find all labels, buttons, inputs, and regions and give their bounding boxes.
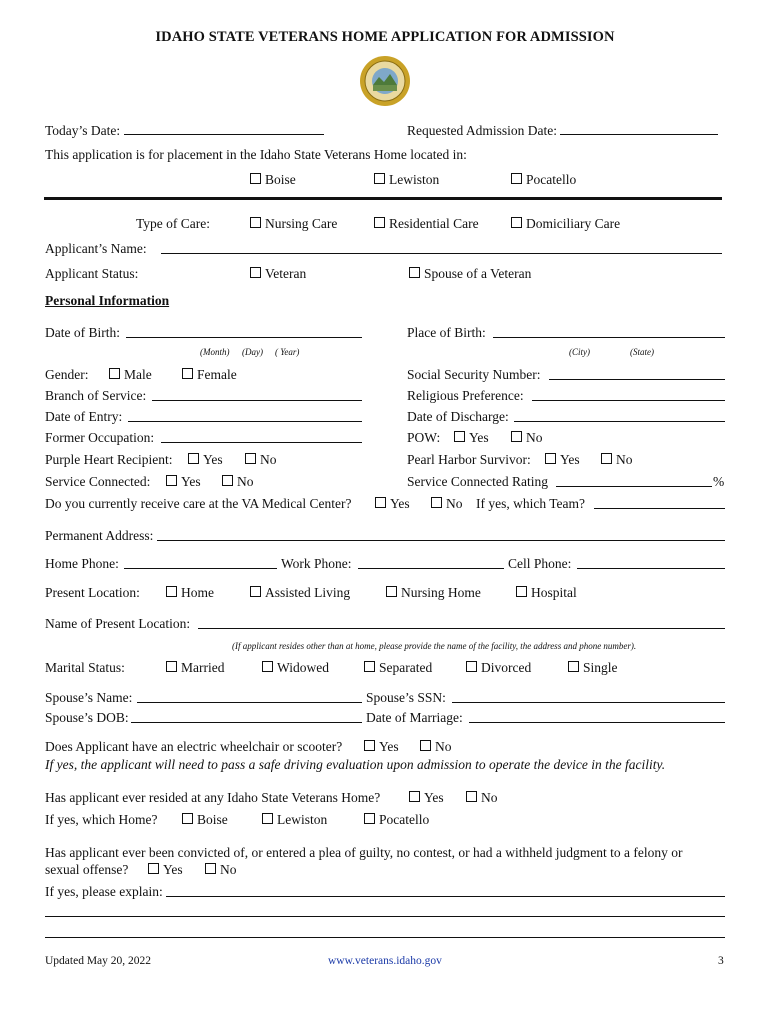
marital-divorced-checkbox[interactable] [466, 660, 531, 676]
pob-label: Place of Birth: [407, 325, 486, 340]
checkbox-icon [511, 431, 522, 442]
marital-married-checkbox[interactable] [166, 660, 224, 676]
checkbox-icon [166, 661, 177, 672]
service-connected-no-checkbox[interactable] [222, 474, 254, 490]
marital-label: Marital Status: [45, 660, 125, 675]
explain-label: If yes, please explain: [45, 884, 163, 899]
todays-date-label: Today’s Date: [45, 123, 121, 138]
resided-no-checkbox[interactable] [466, 790, 498, 806]
wheelchair-yes-label: Yes [379, 739, 399, 754]
location-lewiston-label: Lewiston [389, 172, 440, 187]
marital-separated-label: Separated [379, 660, 433, 675]
hint-year: ( Year) [275, 347, 300, 357]
wheelchair-yes-checkbox[interactable] [364, 739, 399, 755]
purple-heart-no-checkbox[interactable] [245, 452, 277, 468]
location-boise-label: Boise [265, 172, 296, 187]
checkbox-icon [601, 453, 612, 464]
location-pocatello-label: Pocatello [526, 172, 577, 187]
marriage-date-field[interactable] [469, 709, 725, 723]
occupation-label: Former Occupation: [45, 430, 155, 445]
service-connected-no-label: No [237, 474, 254, 489]
home-boise-label: Boise [197, 812, 228, 827]
spouse-ssn-field[interactable] [452, 689, 725, 703]
entry-field[interactable] [128, 408, 362, 422]
status-veteran-label: Veteran [265, 266, 307, 281]
wheelchair-label: Does Applicant have an electric wheelchair or scooter? [45, 739, 343, 754]
ssn-field[interactable] [549, 366, 725, 380]
occupation-field[interactable] [161, 429, 362, 443]
convicted-line-1: Has applicant ever been convicted of, or entered a plea of guilty, no contest, or had a withheld judgment to a felony or [45, 845, 683, 860]
explain-field-line-1[interactable] [166, 883, 725, 897]
pow-no-label: No [526, 430, 543, 445]
checkbox-icon [364, 813, 375, 824]
gender-male-checkbox[interactable] [109, 367, 152, 383]
checkbox-icon [262, 813, 273, 824]
checkbox-icon [109, 368, 120, 379]
status-veteran-checkbox[interactable] [250, 266, 306, 282]
discharge-field[interactable] [514, 408, 725, 422]
explain-field-line-2[interactable] [45, 903, 725, 917]
purple-heart-label: Purple Heart Recipient: [45, 452, 173, 467]
idaho-seal-icon [359, 55, 411, 107]
pow-no-checkbox[interactable] [511, 430, 543, 446]
marital-separated-checkbox[interactable] [364, 660, 432, 676]
checkbox-icon [374, 217, 385, 228]
applicant-status-label: Applicant Status: [45, 266, 139, 281]
hint-state: (State) [630, 347, 654, 357]
location-lewiston-checkbox[interactable] [374, 172, 439, 188]
hint-month: (Month) [200, 347, 230, 357]
convicted-line-2: sexual offense? [45, 862, 129, 877]
present-home-label: Home [181, 585, 214, 600]
entry-label: Date of Entry: [45, 409, 123, 424]
updated-date: Updated May 20, 2022 [45, 955, 152, 967]
resided-no-label: No [481, 790, 498, 805]
checkbox-icon [364, 740, 375, 751]
marital-widowed-checkbox[interactable] [262, 660, 329, 676]
wheelchair-note: If yes, the applicant will need to pass a safe driving evaluation upon admission to operate the device in the facility. [45, 757, 666, 772]
applicant-name-field[interactable] [161, 240, 722, 254]
present-assisted-checkbox[interactable] [250, 585, 350, 601]
checkbox-icon [409, 267, 420, 278]
sc-rating-field[interactable] [556, 473, 712, 487]
spouse-dob-field[interactable] [131, 709, 362, 723]
form-title: IDAHO STATE VETERANS HOME APPLICATION FOR ADMISSION [155, 29, 615, 45]
checkbox-icon [148, 863, 159, 874]
checkbox-icon [375, 497, 386, 508]
percent-sign: % [713, 474, 725, 489]
resided-yes-label: Yes [424, 790, 444, 805]
wheelchair-no-checkbox[interactable] [420, 739, 452, 755]
service-connected-yes-checkbox[interactable] [166, 474, 201, 490]
service-connected-label: Service Connected: [45, 474, 151, 489]
cell-phone-label: Cell Phone: [508, 556, 572, 571]
requested-date-label: Requested Admission Date: [407, 123, 557, 138]
checkbox-icon [516, 586, 527, 597]
marriage-date-label: Date of Marriage: [366, 710, 463, 725]
spouse-ssn-label: Spouse’s SSN: [366, 690, 446, 705]
care-nursing-label: Nursing Care [265, 216, 338, 231]
checkbox-icon [250, 217, 261, 228]
which-home-label: If yes, which Home? [45, 812, 158, 827]
gender-female-label: Female [197, 367, 237, 382]
page-number: 3 [718, 955, 724, 967]
work-phone-field[interactable] [358, 555, 504, 569]
checkbox-icon [364, 661, 375, 672]
purple-heart-no-label: No [260, 452, 277, 467]
dob-label: Date of Birth: [45, 325, 120, 340]
website-link[interactable]: www.veterans.idaho.gov [328, 955, 442, 967]
home-pocatello-checkbox[interactable] [364, 812, 429, 828]
checkbox-icon [545, 453, 556, 464]
checkbox-icon [245, 453, 256, 464]
pow-label: POW: [407, 430, 441, 445]
spouse-dob-label: Spouse’s DOB: [45, 710, 129, 725]
present-assisted-label: Assisted Living [265, 585, 351, 600]
care-domiciliary-label: Domiciliary Care [526, 216, 621, 231]
spouse-name-field[interactable] [137, 689, 362, 703]
applicant-name-label: Applicant’s Name: [45, 241, 147, 256]
requested-date-row [407, 122, 718, 139]
checkbox-icon [182, 368, 193, 379]
work-phone-label: Work Phone: [281, 556, 352, 571]
todays-date-row [45, 122, 324, 139]
resided-label: Has applicant ever resided at any Idaho State Veterans Home? [45, 790, 381, 805]
gender-label: Gender: [45, 367, 89, 382]
home-lewiston-label: Lewiston [277, 812, 328, 827]
ssn-label: Social Security Number: [407, 367, 541, 382]
checkbox-icon [454, 431, 465, 442]
present-nursing-label: Nursing Home [401, 585, 481, 600]
home-phone-field[interactable] [124, 555, 277, 569]
type-of-care-label: Type of Care: [136, 216, 211, 231]
wheelchair-no-label: No [435, 739, 452, 754]
home-pocatello-label: Pocatello [379, 812, 430, 827]
care-nursing-checkbox[interactable] [250, 216, 337, 232]
present-location-name-field[interactable] [198, 615, 725, 629]
present-location-name-label: Name of Present Location: [45, 616, 191, 631]
purple-heart-yes-checkbox[interactable] [188, 452, 223, 468]
checkbox-icon [511, 173, 522, 184]
status-spouse-checkbox[interactable] [409, 266, 531, 282]
personal-info-heading: Personal Information [45, 293, 170, 308]
explain-field-line-3[interactable] [45, 924, 725, 938]
which-team-label: If yes, which Team? [476, 496, 586, 511]
purple-heart-yes-label: Yes [203, 452, 223, 467]
present-home-checkbox[interactable] [166, 585, 214, 601]
checkbox-icon [466, 791, 477, 802]
gender-female-checkbox[interactable] [182, 367, 237, 383]
marital-single-checkbox[interactable] [568, 660, 618, 676]
checkbox-icon [205, 863, 216, 874]
cell-phone-field[interactable] [577, 555, 725, 569]
pearl-harbor-label: Pearl Harbor Survivor: [407, 452, 531, 467]
marital-single-label: Single [583, 660, 618, 675]
checkbox-icon [409, 791, 420, 802]
present-hospital-label: Hospital [531, 585, 577, 600]
discharge-label: Date of Discharge: [407, 409, 509, 424]
checkbox-icon [250, 173, 261, 184]
marital-divorced-label: Divorced [481, 660, 532, 675]
religion-label: Religious Preference: [407, 388, 524, 403]
va-care-no-label: No [446, 496, 463, 511]
convicted-yes-label: Yes [163, 862, 183, 877]
spouse-name-label: Spouse’s Name: [45, 690, 133, 705]
section-divider [44, 197, 722, 200]
location-pocatello-checkbox[interactable] [511, 172, 576, 188]
perm-address-label: Permanent Address: [45, 528, 154, 543]
status-spouse-label: Spouse of a Veteran [424, 266, 532, 281]
care-residential-label: Residential Care [389, 216, 479, 231]
pow-yes-checkbox[interactable] [454, 430, 489, 446]
checkbox-icon [431, 497, 442, 508]
todays-date-field[interactable] [124, 122, 324, 135]
religion-field[interactable] [532, 387, 725, 401]
checkbox-icon [250, 586, 261, 597]
checkbox-icon [166, 475, 177, 486]
gender-male-label: Male [124, 367, 152, 382]
va-care-no-checkbox[interactable] [431, 496, 463, 512]
sc-rating-label: Service Connected Rating [407, 474, 548, 489]
pob-field[interactable] [493, 324, 725, 338]
convicted-no-checkbox[interactable] [205, 862, 237, 878]
convicted-yes-checkbox[interactable] [148, 862, 183, 878]
perm-address-field[interactable] [157, 527, 725, 541]
pow-yes-label: Yes [469, 430, 489, 445]
present-location-hint: (If applicant resides other than at home, please provide the name of the facility, the address and phone number). [232, 641, 637, 651]
checkbox-icon [386, 586, 397, 597]
va-care-label: Do you currently receive care at the VA Medical Center? [45, 496, 352, 511]
home-lewiston-checkbox[interactable] [262, 812, 327, 828]
placement-text: This application is for placement in the Idaho State Veterans Home located in: [45, 147, 467, 162]
present-hospital-checkbox[interactable] [516, 585, 577, 601]
checkbox-icon [568, 661, 579, 672]
checkbox-icon [222, 475, 233, 486]
location-boise-checkbox[interactable] [250, 172, 296, 188]
checkbox-icon [420, 740, 431, 751]
checkbox-icon [374, 173, 385, 184]
branch-field[interactable] [152, 387, 362, 401]
requested-date-field[interactable] [560, 122, 718, 135]
pearl-harbor-yes-label: Yes [560, 452, 580, 467]
present-nursing-checkbox[interactable] [386, 585, 481, 601]
hint-city: (City) [569, 347, 590, 357]
checkbox-icon [466, 661, 477, 672]
hint-day: (Day) [242, 347, 263, 357]
resided-yes-checkbox[interactable] [409, 790, 444, 806]
care-domiciliary-checkbox[interactable] [511, 216, 620, 232]
service-connected-yes-label: Yes [181, 474, 201, 489]
marital-married-label: Married [181, 660, 225, 675]
convicted-no-label: No [220, 862, 237, 877]
checkbox-icon [250, 267, 261, 278]
dob-field[interactable] [126, 324, 362, 338]
checkbox-icon [166, 586, 177, 597]
home-phone-label: Home Phone: [45, 556, 119, 571]
care-residential-checkbox[interactable] [374, 216, 479, 232]
which-team-field[interactable] [594, 495, 725, 509]
pearl-harbor-no-label: No [616, 452, 633, 467]
checkbox-icon [188, 453, 199, 464]
pearl-harbor-yes-checkbox[interactable] [545, 452, 580, 468]
va-care-yes-checkbox[interactable] [375, 496, 410, 512]
checkbox-icon [511, 217, 522, 228]
checkbox-icon [262, 661, 273, 672]
home-boise-checkbox[interactable] [182, 812, 228, 828]
checkbox-icon [182, 813, 193, 824]
marital-widowed-label: Widowed [277, 660, 329, 675]
present-location-label: Present Location: [45, 585, 140, 600]
pearl-harbor-no-checkbox[interactable] [601, 452, 633, 468]
va-care-yes-label: Yes [390, 496, 410, 511]
branch-label: Branch of Service: [45, 388, 147, 403]
